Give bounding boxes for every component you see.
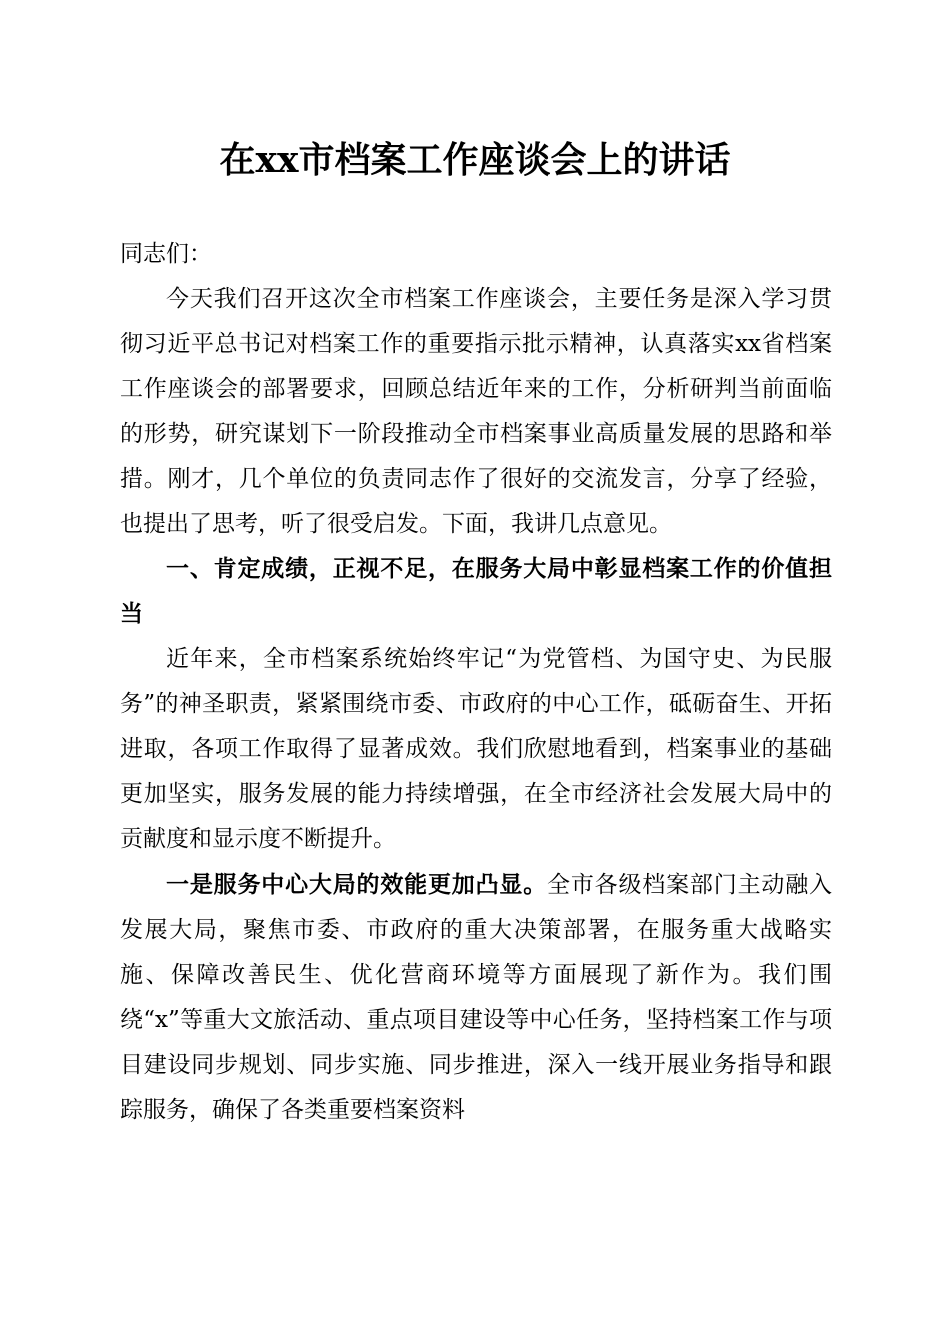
salutation: 同志们： — [120, 241, 212, 267]
document-title: 在xx市档案工作座谈会上的讲话 — [219, 139, 731, 181]
document-body — [120, 232, 832, 1133]
point-one-lead: 一是服务中心大局的效能更加凸显。 — [166, 871, 548, 898]
paragraph-point-one — [120, 862, 832, 1133]
paragraph-achievements: 近年来，全市档案系统始终牢记“为党管档、为国守史、为民服务”的神圣职责，紧紧围绕市委、市政府的中心工作，砥砺奋生、开拓进取，各项工作取得了显著成效。我们欣慰地看到，档案事业的基础更加坚实，服务发展的能力持续增强，在全市经济社会发展大局中的贡献度和显示度不断提升。 — [120, 646, 832, 852]
point-one-body: 全市各级档案部门主动融入发展大局，聚焦市委、市政府的重大决策部署，在服务重大战略实施、保障改善民生、优化营商环境等方面展现了新作为。我们围绕“x”等重大文旅活动、重点项目建设等中心任务，坚持档案工作与项目建设同步规划、同步实施、同步推进，深入一线开展业务指导和跟踪服务，确保了各类重要档案资料 — [120, 872, 833, 1123]
section-heading-1: 一、肯定成绩，正视不足，在服务大局中彰显档案工作的价值担当 — [120, 556, 832, 627]
paragraph-opening: 今天我们召开这次全市档案工作座谈会，主要任务是深入学习贯彻习近平总书记对档案工作的重要指示批示精神，认真落实xx省档案工作座谈会的部署要求，回顾总结近年来的工作，分析研判当前面临的形势，研究谋划下一阶段推动全市档案事业高质量发展的思路和举措。刚才，几个单位的负责同志作了很好的交流发言，分享了经验，也提出了思考，听了很受启发。下面，我讲几点意见。 — [120, 286, 832, 537]
